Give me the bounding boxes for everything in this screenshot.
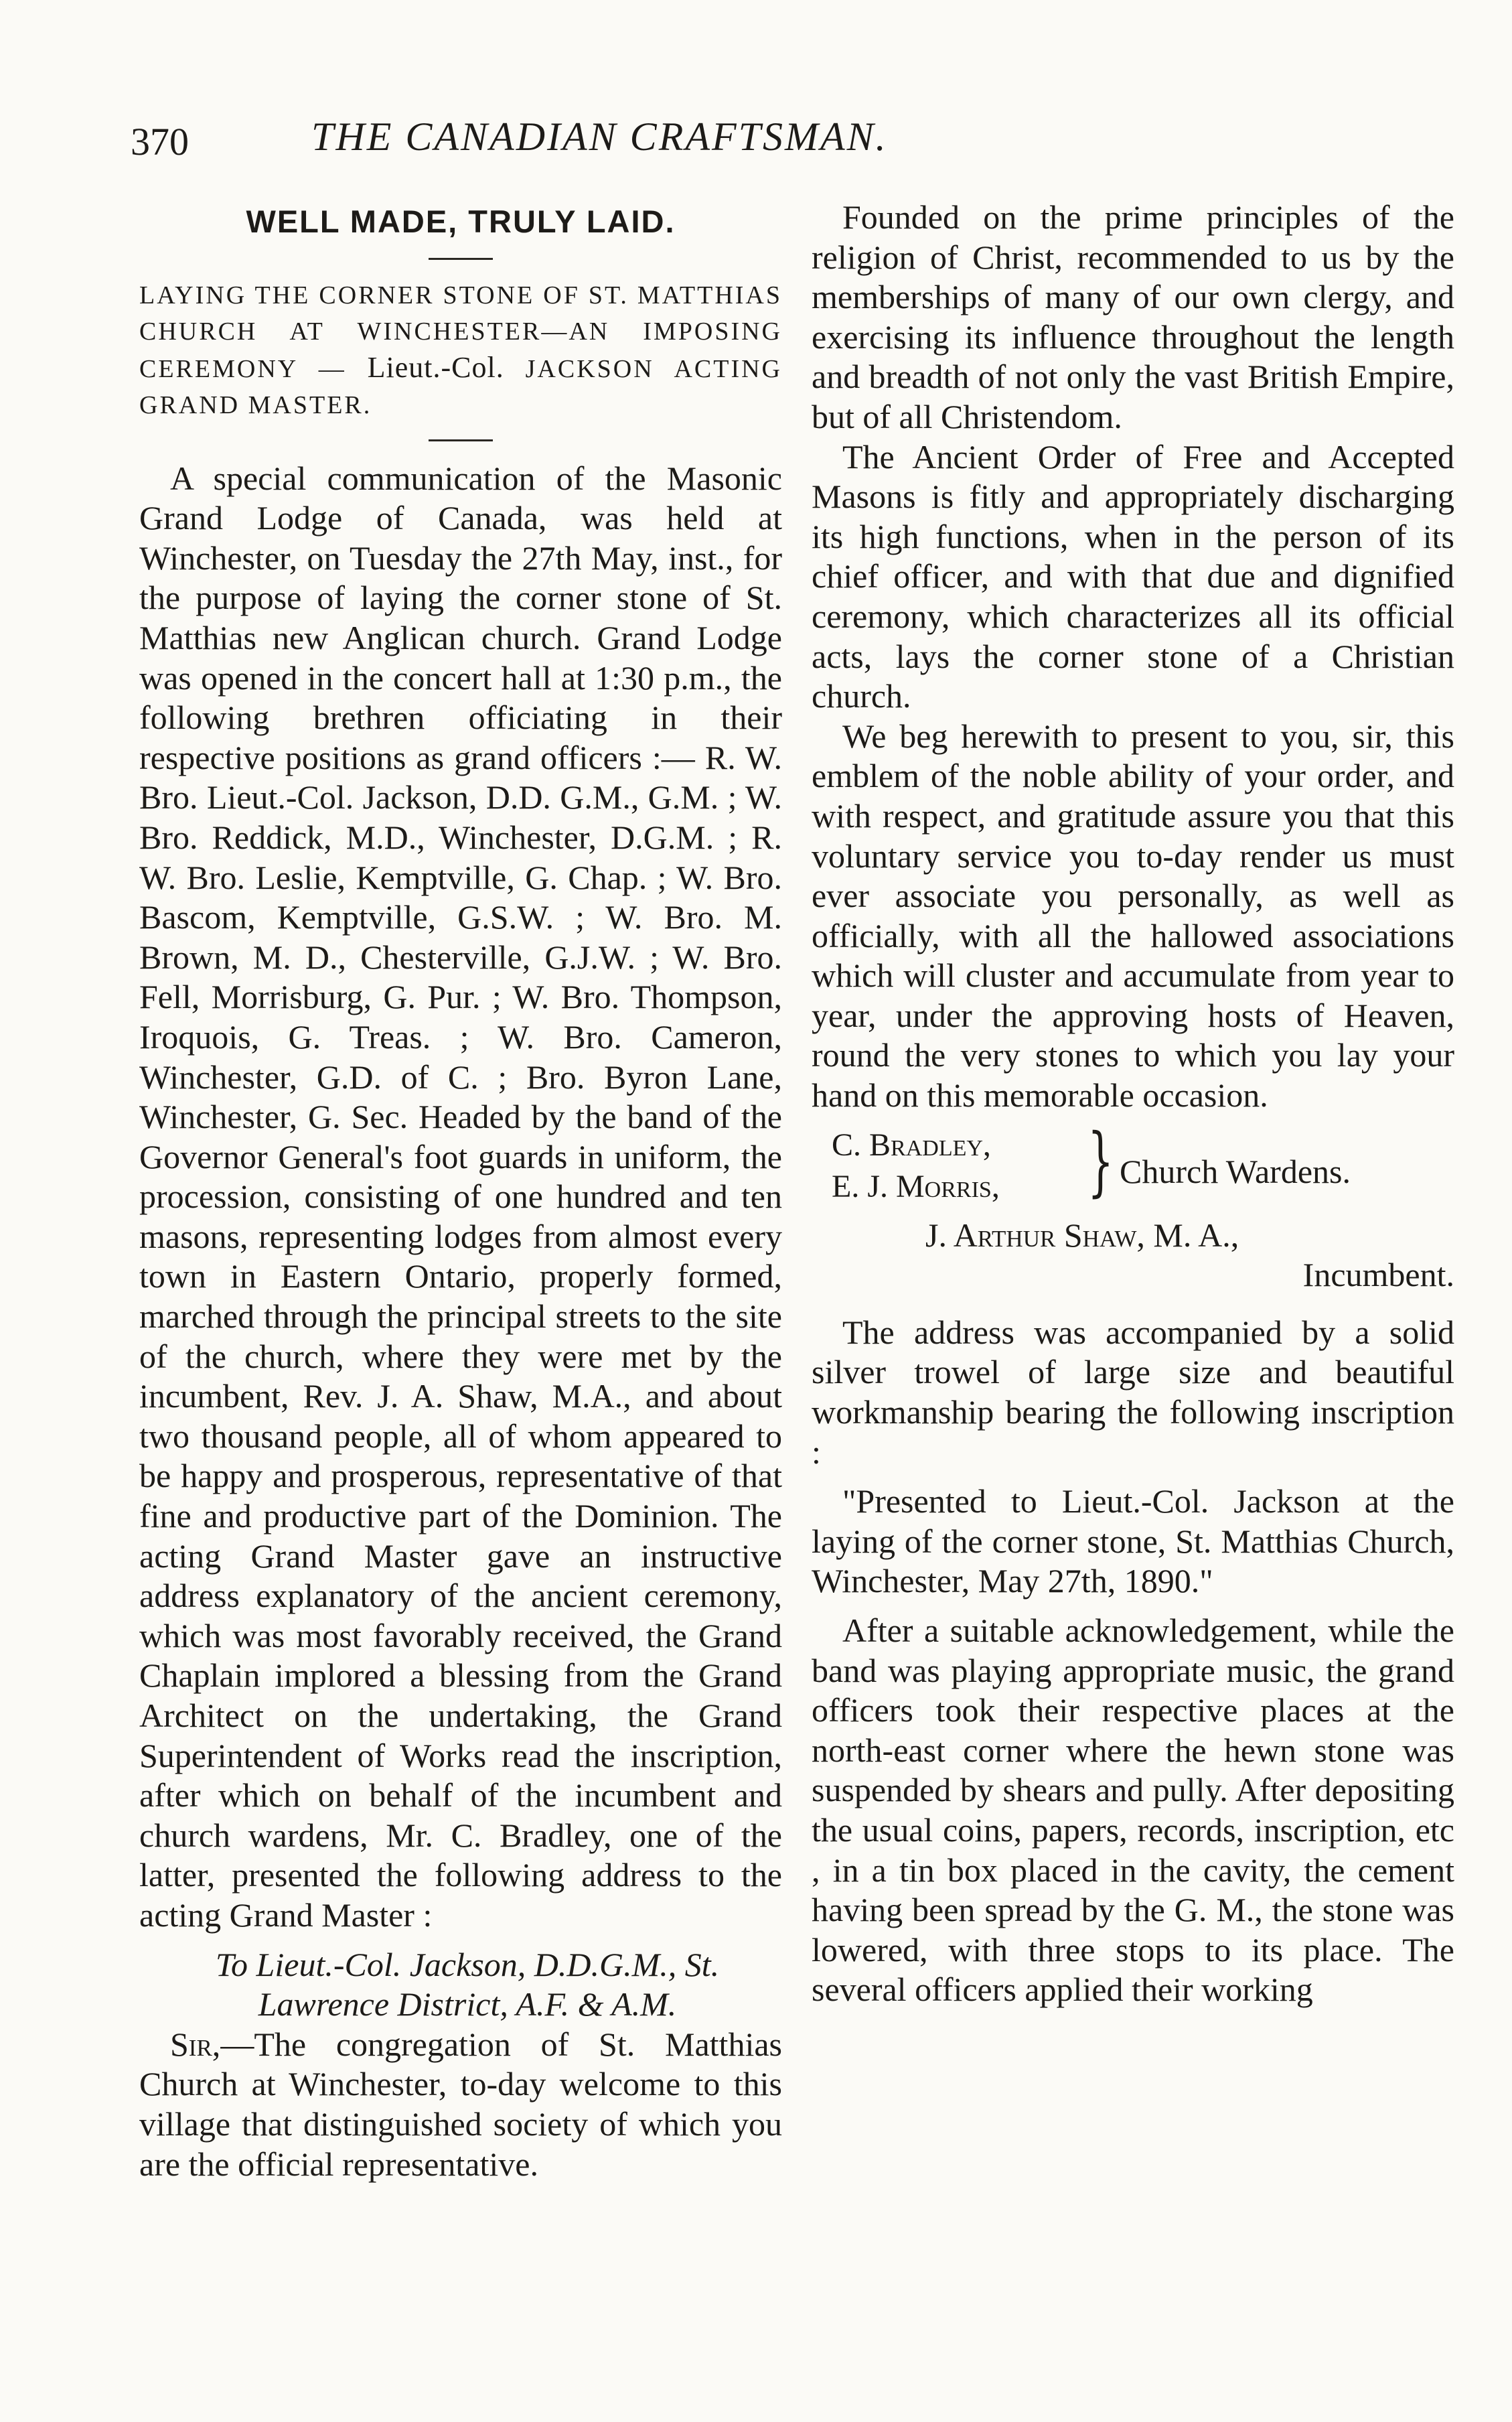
- salutation-line-1: To Lieut.-Col. Jackson, D.D.G.M., St.: [215, 1945, 720, 1983]
- paragraph-5: The address was accompanied by a solid silver trowel of large size and beautiful workmanship bearing the following inscription :: [812, 1313, 1454, 1471]
- title-rule: [429, 258, 493, 260]
- signer-morris: E. J. Morris,: [832, 1168, 1000, 1204]
- brace-symbol: }: [1087, 1117, 1114, 1205]
- page-header: [131, 114, 1463, 174]
- running-head: THE CANADIAN CRAFTSMAN.: [311, 115, 888, 159]
- signer-shaw-role: Incumbent.: [1302, 1256, 1454, 1294]
- signer-shaw-name: J. Arthur Shaw,: [925, 1216, 1145, 1254]
- article-title: WELL MADE, TRULY LAID.: [246, 204, 676, 239]
- sir-text: —The congregation of St. Matthias Church at Winchester, to-day welcome to this village that distinguished society of which you are the official representative.: [139, 2025, 782, 2183]
- signer-bradley: C. Bradley,: [832, 1127, 991, 1163]
- paragraph-2: Founded on the prime principles of the religion of Christ, recommended to us by the memberships of many of our own clergy, and exercising its influence throughout the length and breadth of not only the vast British Empire, but of all Christendom.: [812, 198, 1454, 435]
- signer-role: Church Wardens.: [1120, 1152, 1351, 1190]
- subhead-caps: Lieut.-Col.: [367, 350, 504, 384]
- left-column: [139, 198, 782, 2184]
- article-subhead: [139, 277, 782, 423]
- right-column: [812, 198, 1454, 2010]
- page-number: 370: [131, 120, 189, 163]
- signature-block: [812, 1117, 1454, 1216]
- inscription-quote: "Presented to Lieut.-Col. Jackson at the laying of the corner stone, St. Matthias Church, Winchester, May 27th, 1890.": [812, 1482, 1454, 1600]
- paragraph-6: After a suitable acknowledgement, while the band was playing appropriate music, the grand officers took their respective places at the north-east corner where the hewn stone was suspended by shears and pully. After depositing the usual coins, papers, records, inscription, etc , in a tin box placed in the cavity, the cement having been spread by the G. M., the stone was lowered, with three stops to its place. The several officers applied their working: [812, 1612, 1454, 2009]
- paragraph-3: The Ancient Order of Free and Accepted Masons is fitly and appropriately discharging its high functions, when in the person of its chief officer, and with that due and dignified ceremony, which characterizes all its official acts, lays the corner stone of a Christian church.: [812, 437, 1454, 715]
- subhead-part1: LAYING THE CORNER STONE OF ST. MATTHIAS CHURCH AT WINCHESTER—AN IMPOSING CEREMONY —: [139, 281, 782, 383]
- subhead-rule: [429, 439, 493, 441]
- paragraph-sir: [139, 2025, 782, 2184]
- paragraph-1: A special communication of the Masonic Grand Lodge of Canada, was held at Winchester, on Tuesday the 27th May, inst., for the purpose of laying the corner stone of St. Matthias new Anglican church. Grand Lodge was opened in the concert hall at 1:30 p.m., the following brethren officiating in their respective positions as grand officers :— R. W. Bro. Lieut.-Col. Jackson, D.D. G.M., G.M. ; W. Bro. Reddick, M.D., Winchester, D.G.M. ; R. W. Bro. Leslie, Kemptville, G. Chap. ; W. Bro. Bascom, Kemptville, G.S.W. ; W. Bro. M. Brown, M. D., Chesterville, G.J.W. ; W. Bro. Fell, Morrisburg, G. Pur. ; W. Bro. Thompson, Iroquois, G. Treas. ; W. Bro. Cameron, Winchester, G.D. of C. ; Bro. Byron Lane, Winchester, G. Sec. Headed by the band of the Governor General's foot guards in uniform, the procession, consisting of one hundred and ten masons, representing lodges from almost every town in Eastern Ontario, properly formed, marched through the principal streets to the site of the church, where they were met by the incumbent, Rev. J. A. Shaw, M.A., and about two thousand people, all of whom appeared to be happy and prosperous, representative of that fine and productive part of the Dominion. The acting Grand Master gave an instructive address explanatory of the ancient ceremony, which was most favorably received, the Grand Chaplain implored a blessing from the Grand Architect on the undertaking, the Grand Superintendent of Works read the inscription, after which on behalf of the incumbent and church wardens, Mr. C. Bradley, one of the latter, presented the following address to the acting Grand Master :: [139, 459, 782, 1934]
- sir-caps: Sir,: [170, 2025, 221, 2063]
- subhead-part2: JACKSON ACTING GRAND MASTER.: [139, 354, 782, 419]
- salutation-line-2: Lawrence District, A.F. & A.M.: [258, 1985, 677, 2023]
- signer-shaw-degree: M. A.,: [1144, 1216, 1239, 1254]
- signer-shaw: [812, 1216, 1454, 1256]
- paragraph-4: We beg herewith to present to you, sir, this emblem of the noble ability of your order, and with respect, and gratitude assure you that this voluntary service you to-day render us must ever associate you personally, as well as officially, with all the hallowed associations which will cluster and accumulate from year to year, under the approving hosts of Heaven, round the very stones to which you lay your hand on this memorable occasion.: [812, 717, 1454, 1115]
